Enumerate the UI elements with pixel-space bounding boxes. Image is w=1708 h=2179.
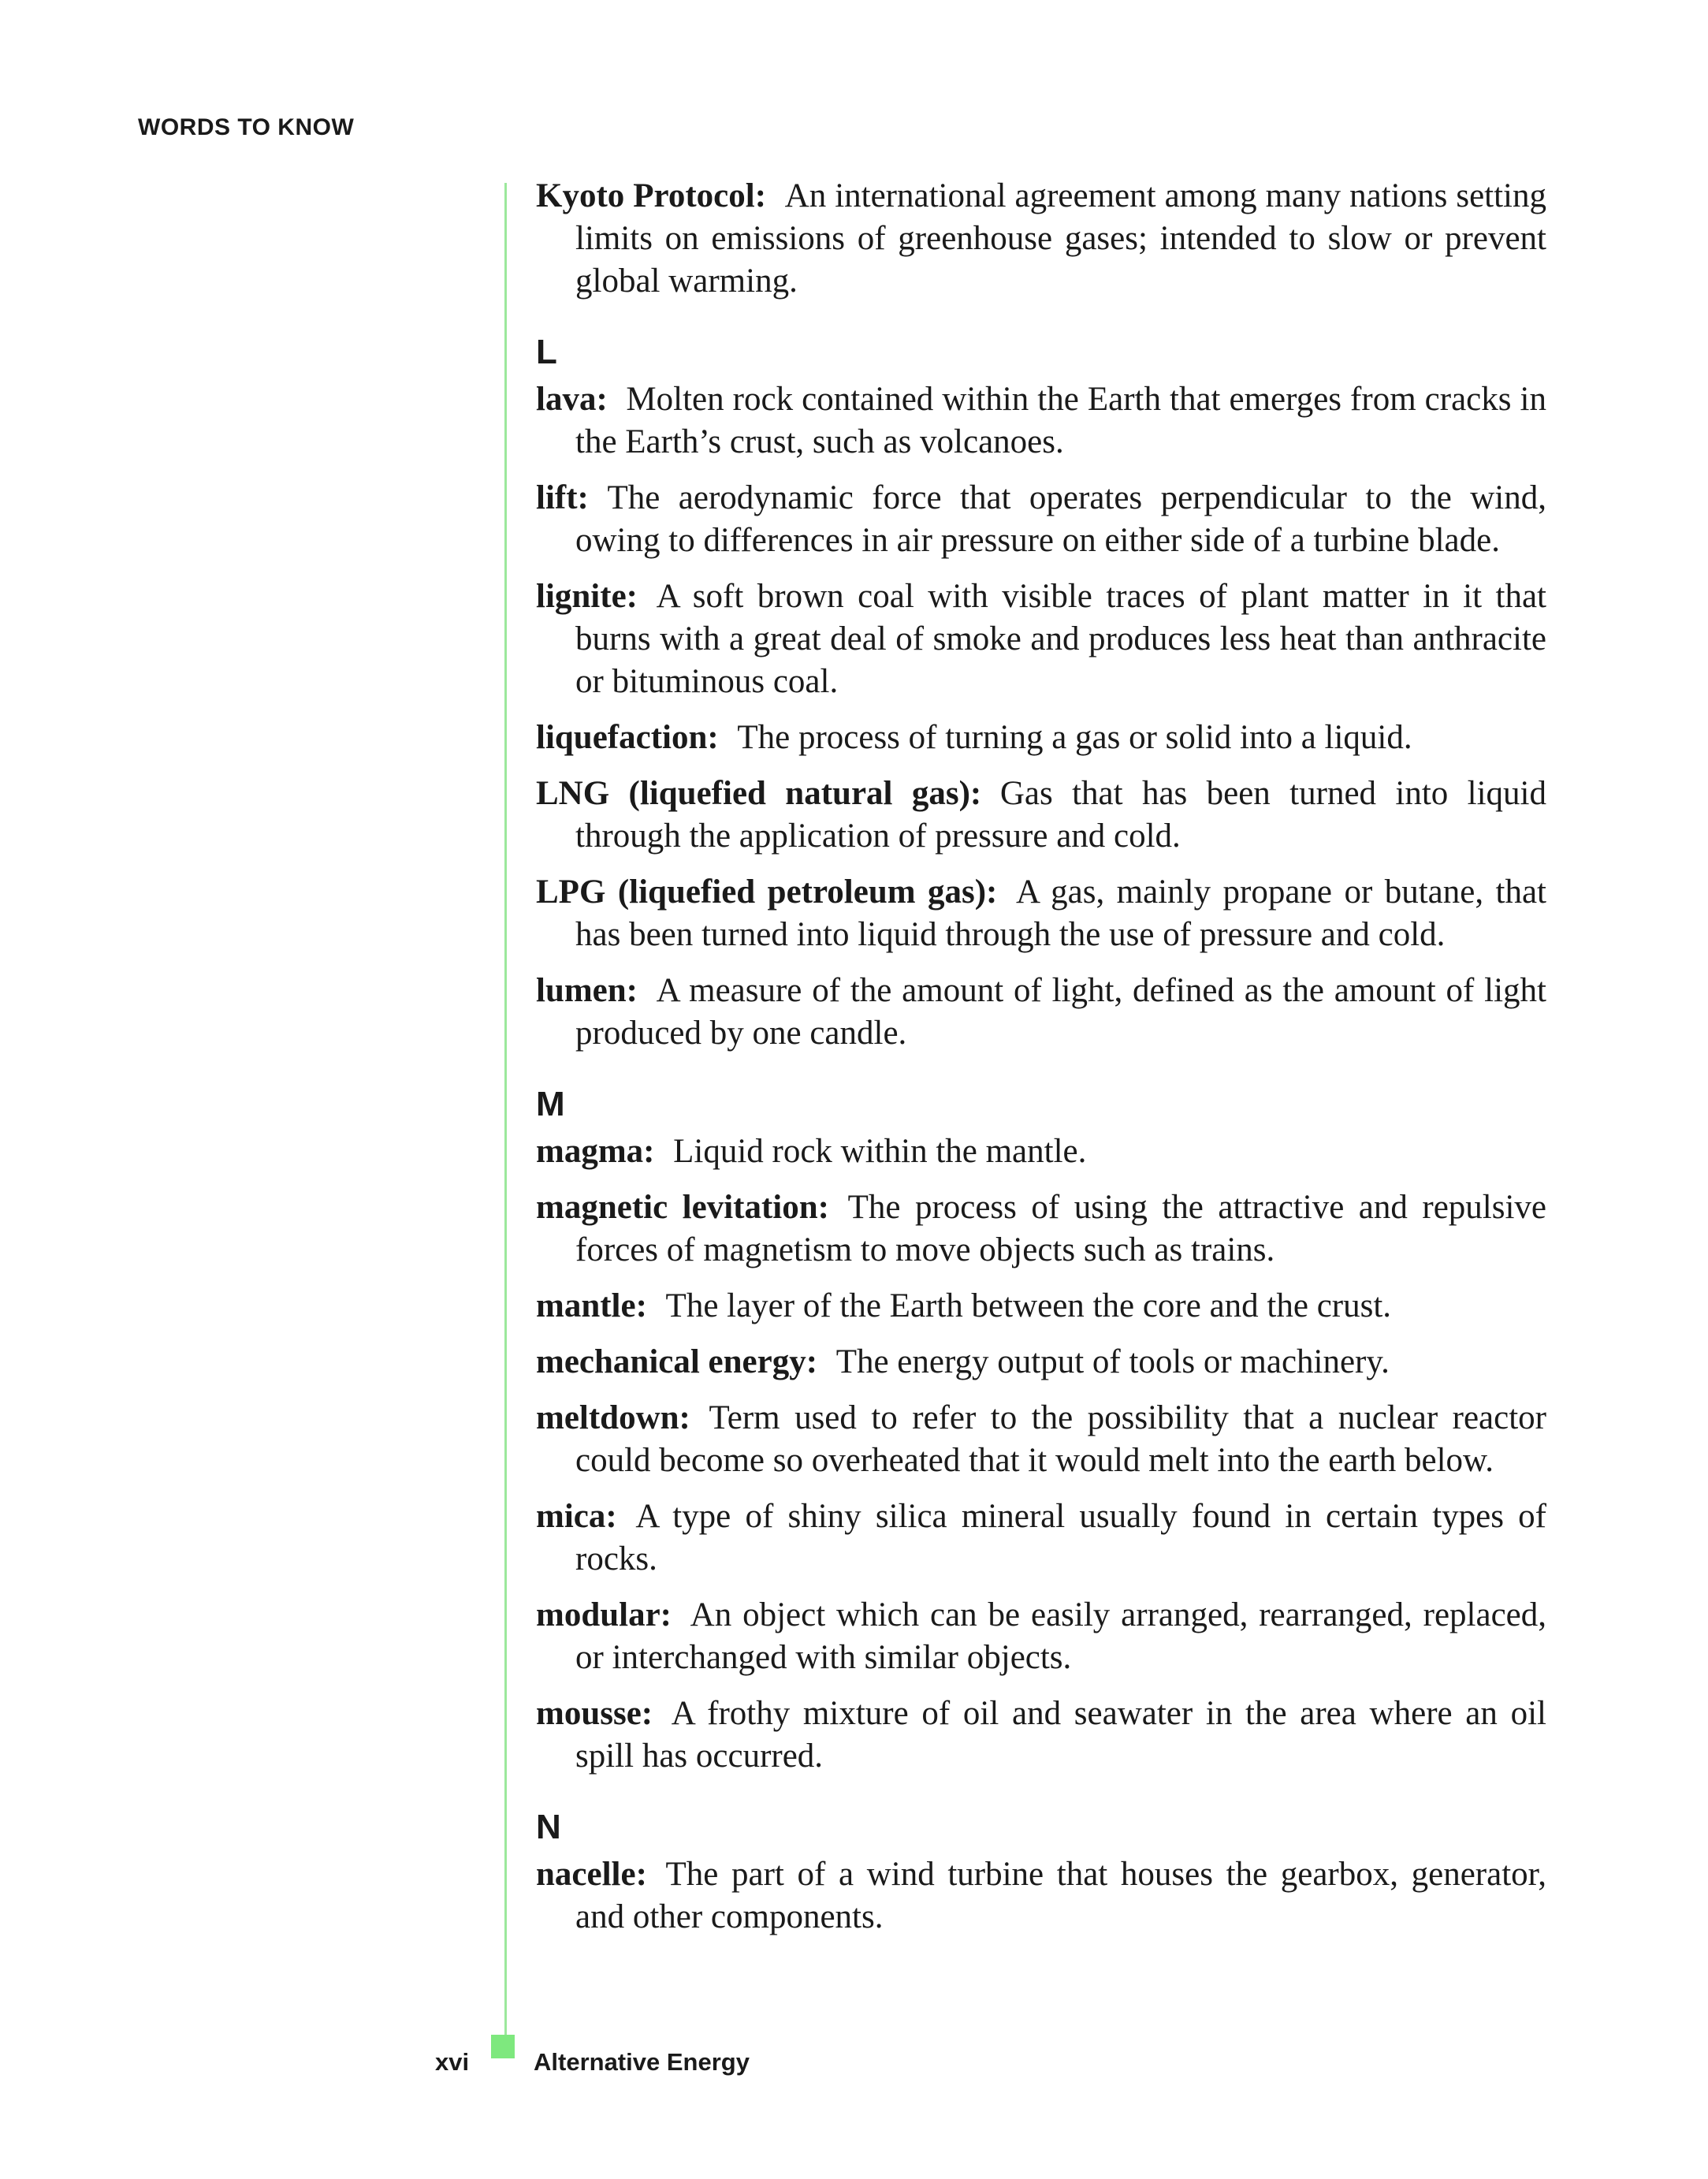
section-letter-l: L [536,333,557,371]
glossary-definition: An international agreement among many nations setting limits on emissions of greenhouse gases; intended to slow or prevent global warming. [575,177,1546,300]
footer-marker [491,2035,515,2058]
glossary-entry [536,1186,1546,1272]
glossary-term: mantle: [536,1287,647,1324]
glossary-entry [536,717,1546,759]
glossary-entry [536,1496,1546,1581]
glossary-definition: A frothy mixture of oil and seawater in the area where an oil spill has occurred. [575,1695,1546,1775]
glossary-term: modular: [536,1596,672,1633]
glossary-entry [536,1285,1546,1328]
glossary-definition: The part of a wind turbine that houses the gearbox, generator, and other components. [575,1856,1546,1935]
glossary-definition: A measure of the amount of light, defined as the amount of light produced by one candle. [575,972,1546,1052]
section-letter-m: M [536,1085,565,1123]
glossary-entry [536,175,1546,303]
glossary-entry [536,378,1546,464]
glossary-definition: The process of turning a gas or solid into a liquid. [737,719,1412,756]
glossary-entry [536,1693,1546,1778]
glossary-definition: A soft brown coal with visible traces of plant matter in it that burns with a great deal of smoke and produces less heat than anthracite or bituminous coal. [575,578,1546,700]
glossary-term: LPG (liquefied petroleum gas): [536,873,998,911]
glossary-definition: Liquid rock within the mantle. [673,1133,1087,1170]
glossary-definition: The layer of the Earth between the core and the crust. [665,1287,1392,1324]
glossary-entry [536,1853,1546,1939]
glossary-definition: The process of using the attractive and repulsive forces of magnetism to move objects such as trains. [575,1189,1546,1268]
glossary-term: lignite: [536,578,638,615]
glossary-definition: The aerodynamic force that operates perpendicular to the wind, owing to differences in air pressure on either side of a turbine blade. [575,479,1546,559]
glossary-entry [536,1130,1546,1173]
glossary-entry [536,575,1546,703]
glossary-term: mica: [536,1498,617,1535]
glossary-definition: Molten rock contained within the Earth that emerges from cracks in the Earth’s crust, such as volcanoes. [575,381,1546,460]
glossary-term: lava: [536,381,608,418]
page-number: xvi [435,2048,470,2076]
glossary-term: lumen: [536,972,638,1009]
glossary-term: mechanical energy: [536,1343,818,1380]
glossary-term: lift: [536,479,589,516]
glossary-term: nacelle: [536,1856,647,1893]
glossary-definition: A gas, mainly propane or butane, that has been turned into liquid through the use of pressure and cold. [575,873,1546,953]
glossary-term: mousse: [536,1695,653,1732]
glossary-term: magnetic levitation: [536,1189,829,1226]
section-letter-n: N [536,1808,561,1846]
glossary-term: magma: [536,1133,655,1170]
glossary-entry [536,773,1546,858]
glossary-definition: Gas that has been turned into liquid through the application of pressure and cold. [575,775,1546,855]
glossary-entry [536,1594,1546,1679]
glossary-definition: The energy output of tools or machinery. [835,1343,1390,1380]
glossary-term: Kyoto Protocol: [536,177,767,214]
book-title: Alternative Energy [534,2048,750,2076]
glossary-definition: Term used to refer to the possibility that a nuclear reactor could become so overheated that it would melt into the earth below. [575,1399,1546,1479]
glossary-definition: An object which can be easily arranged, rearranged, replaced, or interchanged with similar objects. [575,1596,1546,1676]
glossary-term: meltdown: [536,1399,690,1436]
glossary-entry [536,477,1546,562]
glossary-content [536,175,1546,1952]
running-head: WORDS TO KNOW [138,114,355,140]
glossary-entry [536,871,1546,956]
glossary-entry [536,970,1546,1055]
glossary-term: liquefaction: [536,719,719,756]
glossary-entry [536,1341,1546,1384]
margin-rule [504,183,507,2058]
glossary-definition: A type of shiny silica mineral usually found in certain types of rocks. [575,1498,1546,1577]
glossary-entry [536,1397,1546,1482]
glossary-term: LNG (liquefied natural gas): [536,775,982,812]
